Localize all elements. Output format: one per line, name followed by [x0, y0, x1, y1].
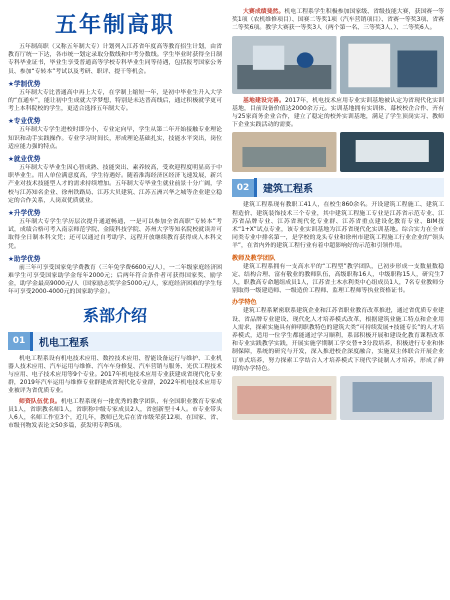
- section-title-financial-aid: ★助学优势: [8, 254, 41, 263]
- mechanical-teachers-head: 师资队伍优良。: [19, 398, 61, 405]
- workshop-photo-1: [232, 132, 337, 172]
- section-text-major: 五年制大专学生进校时即分小，专业定向早，学生从第二年开始接触专业理论知识和动手实践操作。专业学习时间长，形成理论基础扎实，技能水平突出，岗位适应能力强的特点。: [8, 127, 222, 150]
- competition-head: 大赛成绩斐然。: [243, 9, 285, 15]
- section-text-employment: 五年制大专毕业生因心智成熟、技能突出、素养较高，受欢迎程度明显高于中职毕业生。用人单位满意度高，学生待遇好。随着淮海经济区经济飞速发展，新兴产业对技术技能型人才的需求持续增加。五年制大专毕业生就业前景十分广阔，学校与江苏知名企业、徐州铁路局、江苏大贝建筑、江苏五洲兴华之城等企业建立稳定的合作关系，人岗双优质就业。: [8, 165, 222, 204]
- dept-title: 机电工程系: [30, 332, 222, 351]
- top-photo-row: [232, 36, 444, 94]
- construction-teachers-text: 建筑工程系拥有一支高水平的“工程型”教学团队，已初步形成一支数量数稳定、结构合理、富有敬业的教师队伍，高级职称16人，中级职称15人，研究生7人，职教高专命题组成员1人，江苏省土木水利类中心组成员1人，7名专业教师分别取得一级建造师、一级造价工程师、监理工程师等执业资格证书。: [232, 263, 444, 295]
- section-text-further-study: 五年制大专学生学历层次提升通道畅通，一是可以参加全省高职“专转本”考试，成绩合格可考入南京师范学院、金陵科技学院、苏州大学等知名院校就读并可取得全日制本科文凭；还可以通过自考助学、远程开放继续教育获得成人本科文凭。: [8, 219, 222, 250]
- section-title-employment: ★就业优势: [8, 155, 41, 164]
- site-photo-1: [232, 376, 337, 420]
- construction-teachers-head: 教师及教学团队: [232, 254, 276, 262]
- lab-photo-1: [232, 36, 337, 94]
- base-text: 2017年，机电技术应用专业实训基地被认定为省现代化实训基地，目前设备价值达2000余万元。实训基地拥有实训体、幕校校企合作、齐有与25家商务企业合作，建立了稳定的校外实训基地，满足了学生顶岗实习、教师下企业实践活动的需要。: [232, 97, 444, 129]
- mechanical-intro: 机电工程系设有机电技术应用、数控技术应用、智能设备运行与维护、工业机器人技术应用、汽车运用与维修、汽车车身修复、汽车营销与服务、光伏工程技术与应用、电子技术应用等9个专业。2017年机电技术应用专业获建成省现代化专业群，2019年汽车运用与维修专业群建成省现代化专业群，2022年机电技术应用专业被评为省优质专业。: [8, 355, 222, 395]
- construction-features-head: 办学特色: [232, 299, 257, 307]
- page-title: 五年制高职: [54, 12, 175, 37]
- construction-intro: 建筑工程系现有教职工41人，在校生860余名。开设建筑工程施工、建筑工程造价、建筑装饰技术三个专业，其中建筑工程施工专业是江苏省示范专业、江苏省品牌专业、江苏省现代化专业群、江苏省重点建设化教育专业、BIM技术“1+X”试点专业，该专业实训基地为江苏省现代化实训基地。综合实力在全市同类专业中排名第一，是学校的龙头专业和徐州市建筑工程施工行业企业的“领头羊”，在省内外的建筑工程行业有着中超影响好的示范和引领作用。: [232, 202, 444, 250]
- lab-photo-2: [340, 36, 445, 94]
- competition-text: 机电工程系学生积极参加国家级、省级技能大赛，获国赛一等奖1项（农机维修项目）、国赛二等奖1项（汽车营销项目）、省赛一等奖3项、省赛二等奖6项。教学大赛获一等奖3人（两个第一名、三等奖3人、）、二等奖6人。: [232, 9, 445, 32]
- dept-number: 01: [8, 332, 30, 350]
- dept-number: 02: [232, 179, 254, 197]
- dept-header-construction: [232, 178, 444, 197]
- section-title-further-study: ★升学优势: [8, 209, 41, 218]
- right-column: [232, 8, 444, 423]
- mechanical-teachers-text: 机电工程系现有一批优秀的教学团队，有全国职业教育专家成员1人，省职教名师1人，省职称中级专家成员2人，省创新型十4人。市专业带头人6人，名师工作室3个，近几年，教师已先后在省市级荣获12项、在国家、省、市级刊物发表论文50多篇，获发明专利5项。: [8, 398, 223, 430]
- dept-title: 建筑工程系: [254, 178, 444, 197]
- second-photo-row: [232, 132, 444, 172]
- bottom-photo-row: [232, 376, 444, 420]
- dept-header-mechanical: [8, 332, 222, 351]
- mechanical-teachers: [8, 398, 222, 431]
- section-title-major: ★专业优势: [8, 117, 41, 126]
- section-title-academic: ★学制优势: [8, 79, 41, 88]
- base-head: 基地建设完善。: [243, 97, 285, 104]
- left-column: [8, 8, 222, 433]
- competition-paragraph: [232, 8, 444, 33]
- section-text-academic: 五年制大专比普通高中再上大专，在学制上缩短一年，是初中毕业生升入大学的“直通车”，能让初中生成就大学梦想，特别是未达普高线后，通过积极就学更可考上本科院校的学生，更适合选择五年制大专。: [8, 89, 222, 113]
- section-text-financial-aid: 前三年可享受国家免学费教育（三年免学费6600元/人），一二年级家庭经济困难学生可享受国家助学金每年2000元；后两年符合条件者可获得国家奖、励学金，助学金最高9000元/人（国家励志奖学金5000元/人，家庭经济困难的学生每年可享受2000-4000元的国家助学金）。: [8, 264, 222, 296]
- intro-paragraph: 五年制高职（又称五年制大专）计划列入江苏省年度高等教育招生计划，由省教育厅统一下达，各市统一划定录取分数线和中考分数线。学生毕业时获得全日制专科毕业证书，毕业生享受普通高等学校专科毕业生同等待遇，包括报考国家公务员、参加“专转本”考试以及考研、职评、提干等机会。: [8, 44, 222, 75]
- base-paragraph: [232, 97, 444, 130]
- site-photo-2: [340, 376, 445, 420]
- construction-features-text: 建筑工程系紧密联系建筑企业和江苏省职业教育改革推进，通过省优质专业建设、省品牌专业建设、现代化人才培养模式改革，根据建筑业施工特点和企业用人需求，探索实施具有鲜明职教特色的建筑大类“可持续发展+技能专长”的人才培养模式，适用一位学生都能通过学习顺利，系部积极开展和建设化教育课程改革和专业实践教学实践，开展实施学期制工学交替+3分段培养，积极进行专业和体制保障，系统的研究与开发，深入推进校企深度融合，实施双主体联合开展企业订单式培养，努力探索工学结合人才培养模式下现代学徒制人才培养，形成了鲜明的办学特色。: [232, 308, 444, 372]
- workshop-photo-2: [340, 132, 445, 172]
- departments-heading: 系部介绍: [82, 307, 147, 325]
